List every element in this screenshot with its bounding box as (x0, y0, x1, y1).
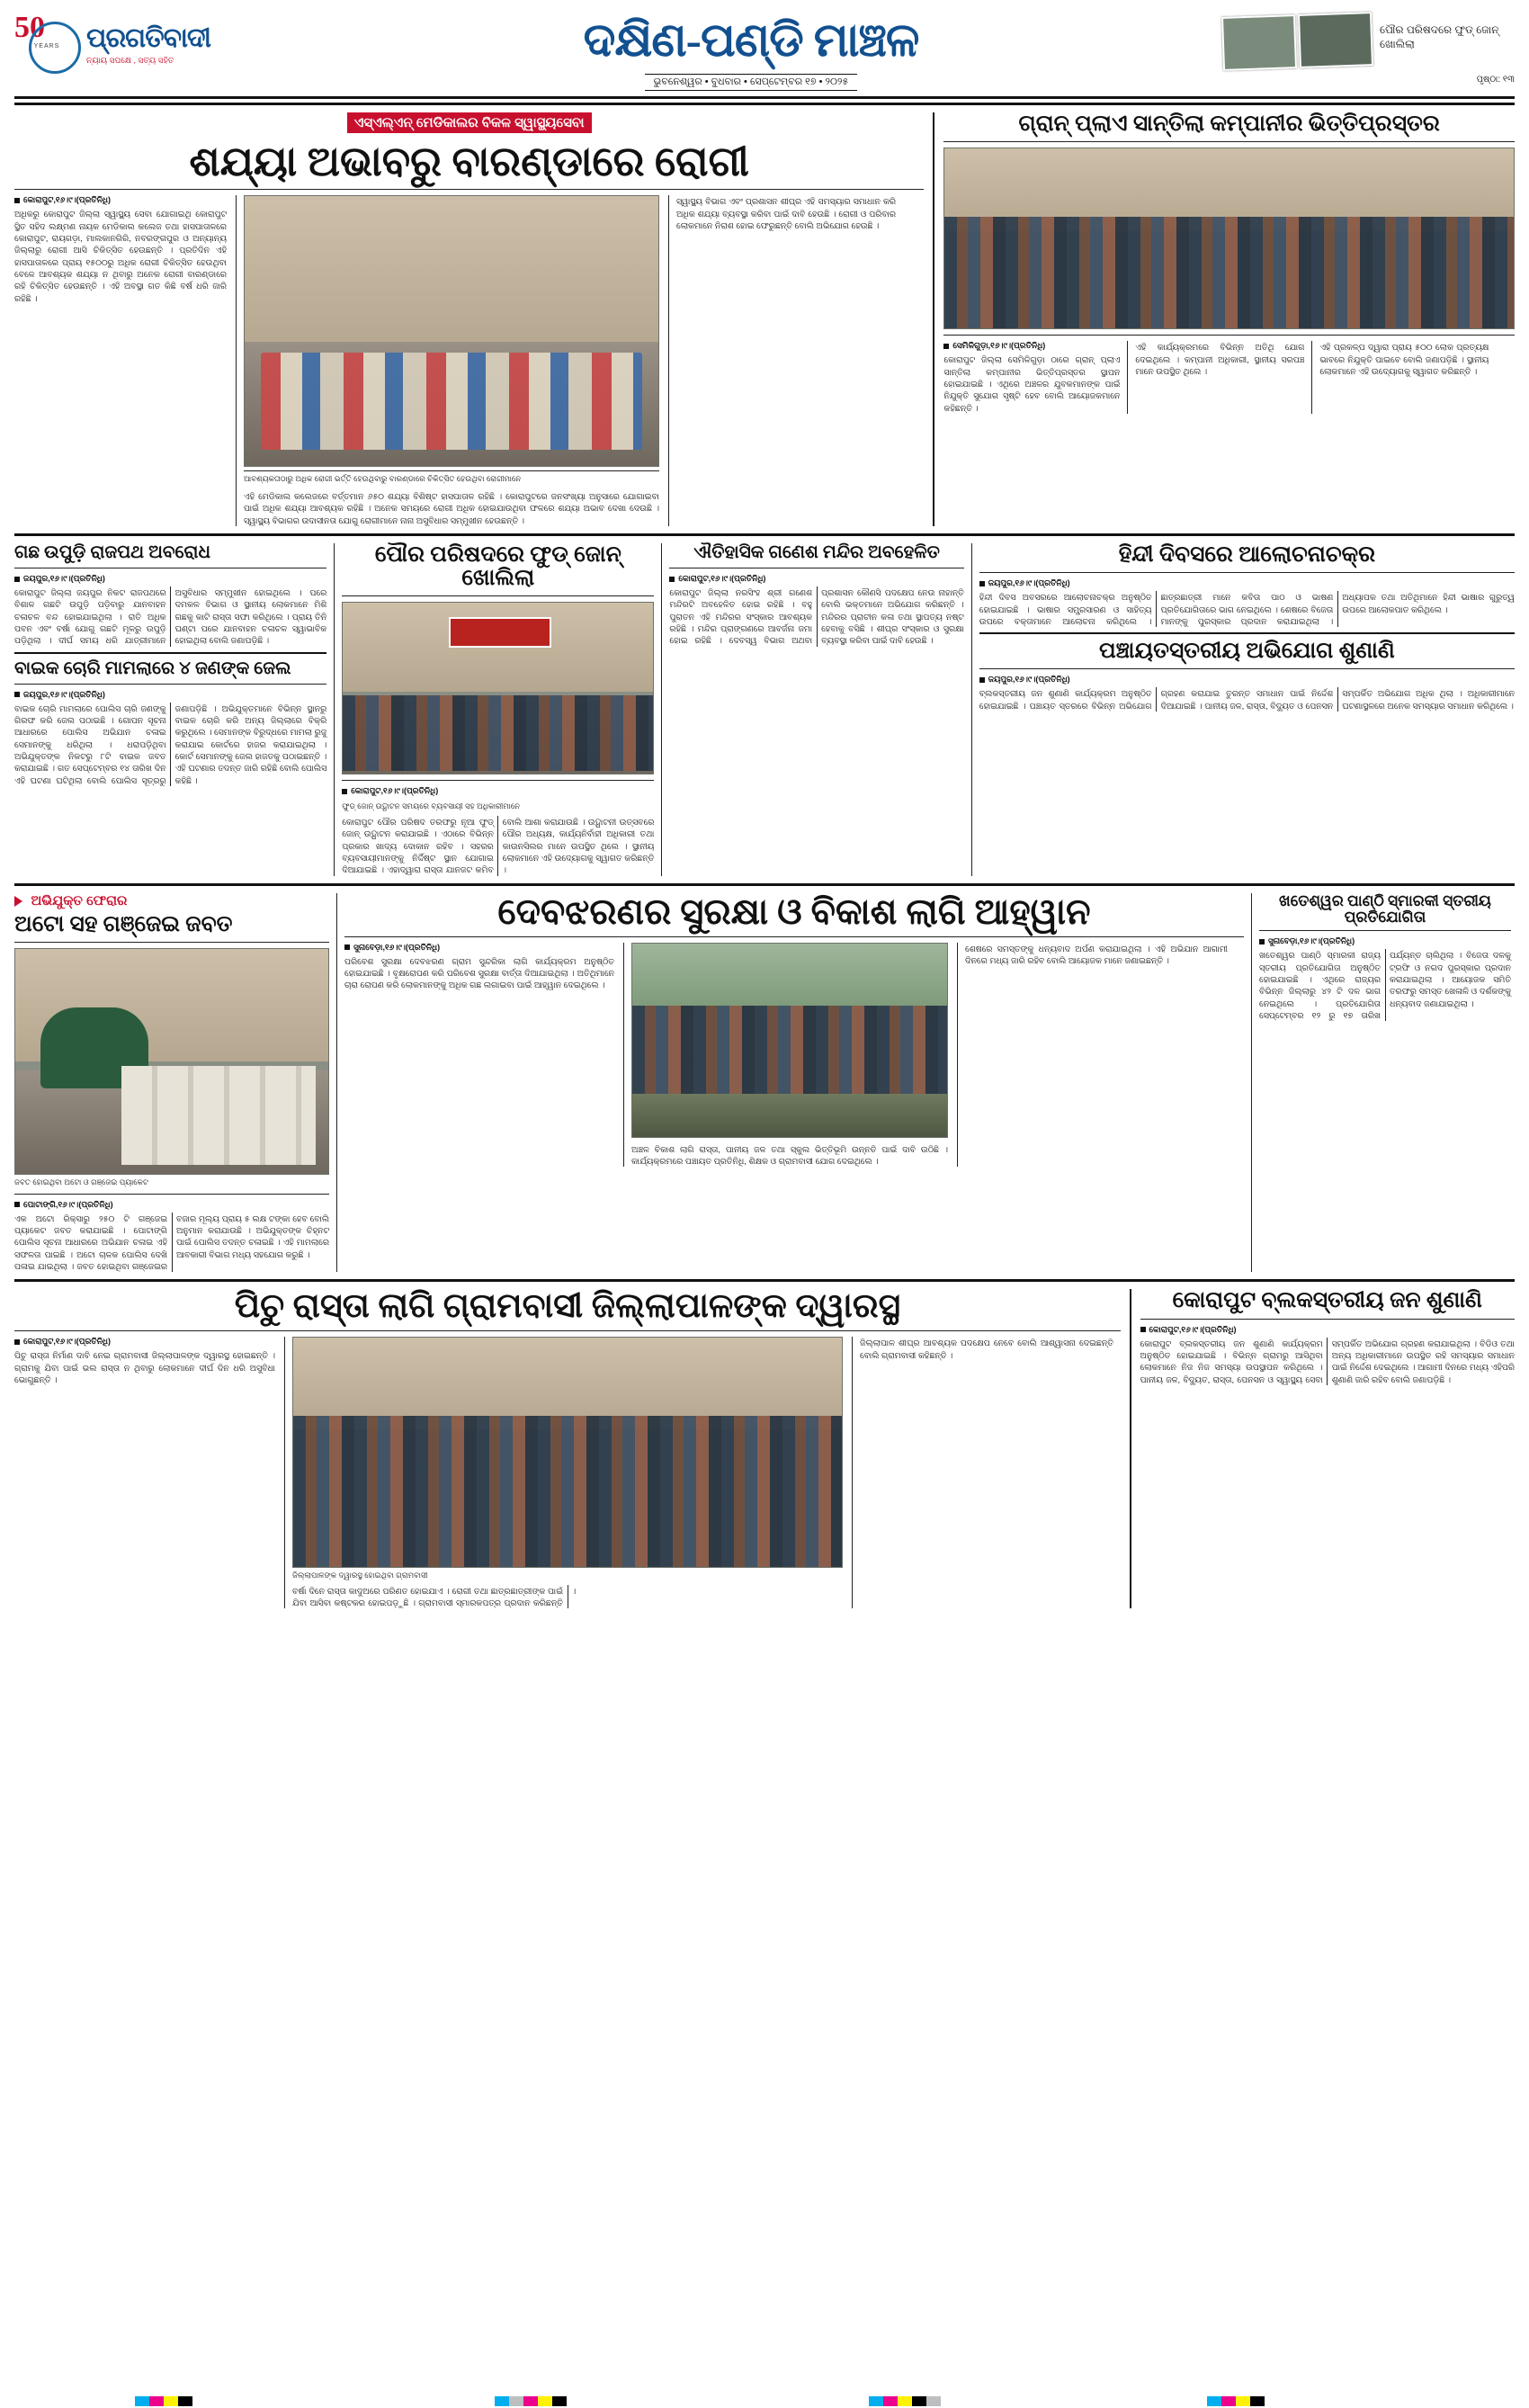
bike-theft-headline: ବାଇକ ଚୋରି ମାମଲାରେ ୪ ଜଣଙ୍କ ଜେଲ (14, 658, 291, 678)
bottom-left-col-1: ପିଚୁ ରାସ୍ତା ନିର୍ମାଣ ଦାବି ନେଇ ଗ୍ରାମବାସୀ ଜିଲ୍ଲାପାଳଙ୍କ ଦ୍ୱାରସ୍ଥ ହୋଇଛନ୍ତି । ଗ୍ରାମକୁ ଯିବା ପାଇଁ ଭଲ ରାସ୍ତା ନ ଥିବାରୁ ଲୋକମାନେ ଦୀର୍ଘ ଦିନ ଧରି ଅସୁବିଧା ଭୋଗୁଛନ୍ତି । (14, 1350, 275, 1384)
lead-col-1: ଅଧିକରୁ କୋରାପୁଟ ଜିଲ୍ଲା ସ୍ୱାସ୍ଥ୍ୟ ସେବା ଯୋଗାଇଥି କୋରାପୁଟ ସ୍ଥିତ ସହିଦ ଲକ୍ଷ୍ମଣ ନାୟକ ମେଡିକାଲ କଲେଜ ତଥା ହାସପାତାଳରେ କୋରାପୁଟ, ରାୟଗଡ଼ା, ମାଲକାନଗିରି, ନବରଙ୍ଗପୁର ଓ ଅନ୍ୟାନ୍ୟ ଜିଲ୍ଲାରୁ ରୋଗୀ ଆସି ଚିକିତ୍ସିତ ହେଉଛନ୍ତି । ପ୍ରତିଦିନ ଏହି ହାସପାତାଳରେ ପ୍ରାୟ ୧୫୦୦ରୁ ଅଧିକ ରୋଗୀ ଚିକିତ୍ସିତ ହେଉଥିବା ବେଳେ ଆବଶ୍ୟକ ଶଯ୍ୟା ନ ଥିବାରୁ ଅନେକ ରୋଗୀ ବାରଣ୍ଡାରେ ରହି ଚିକିତ୍ସିତ ହେଉଛନ୍ତି । ଏହି ଅବସ୍ଥା ଗତ କିଛି ବର୍ଷ ଧରି ଜାରି ରହିଛି । (14, 209, 227, 303)
brand (86, 13, 210, 66)
auto-seize-arrow-label: ଅଭିଯୁକ୍ତ ଫେରାର (31, 892, 128, 909)
bottom-left-col-3: ଜିଲ୍ଲାପାଳ ଶୀଘ୍ର ଆବଶ୍ୟକ ପଦକ୍ଷେପ ନେବେ ବୋଲି ଆଶ୍ୱାସନା ଦେଇଛନ୍ତି ବୋଲି ଗ୍ରାମବାସୀ କହିଛନ୍ତି । (860, 1338, 1113, 1360)
auto-seize-body: ଏକ ଅଟୋ ରିକ୍ସାରୁ ୨୫୦ ଟି ଗଞ୍ଜେଇ ପ୍ୟାକେଟ ଜବତ କରାଯାଇଛି । ପୋଟାଙ୍ଗି ପୋଲିସ ସୂଚନା ଆଧାରରେ ଅଭିଯାନ ଚଳାଇ ଏହି ସଫଳତା ପାଇଛି । ଅଟୋ ଚାଳକ ପୋଲିସ ଦେଖି ପଳାଇ ଯାଇଥିଲା । ଜବତ ହୋଇଥିବା ଗଞ୍ଜେଇର ବଜାର ମୂଲ୍ୟ ପ୍ରାୟ ୫ ଲକ୍ଷ ଟଙ୍କା ହେବ ବୋଲି ଅନୁମାନ କରାଯାଉଛି । ଅଭିଯୁକ୍ତଙ୍କ ଚିହ୍ନଟ ପାଇଁ ପୋଲିସ ତଦନ୍ତ ଚଳାଇଛି । ଏହି ମାମଲାରେ ଆବକାରୀ ବିଭାଗ ମଧ୍ୟ ସହଯୋଗ କରୁଛି । (14, 1213, 329, 1271)
food-zone-body: କୋରାପୁଟ ପୌର ପରିଷଦ ତରଫରୁ ନୂଆ ଫୁଡ୍ ଜୋନ୍ ଉଦ୍ଘାଟନ କରାଯାଇଛି । ଏଠାରେ ବିଭିନ୍ନ ପ୍ରକାର ଖାଦ୍ୟ ଦୋକାନ ରହିବ । ସହରର ବ୍ୟବସାୟୀମାନଙ୍କୁ ନିର୍ଦ୍ଦିଷ୍ଟ ସ୍ଥାନ ଯୋଗାଇ ଦିଆଯାଇଛି । ଏହାଦ୍ୱାରା ରାସ୍ତା ଯାନଜଟ କମିବ ବୋଲି ଆଶା କରାଯାଉଛି । ଉଦ୍ଘାଟନୀ ଉତ୍ସବରେ ପୌର ଅଧ୍ୟକ୍ଷ, କାର୍ଯ୍ୟନିର୍ବାହୀ ଅଧିକାରୀ ତଥା କାଉନସିଲର ମାନେ ଉପସ୍ଥିତ ଥିଲେ । ସ୍ଥାନୀୟ ଲୋକମାନେ ଏହି ଉଦ୍ୟୋଗକୁ ସ୍ୱାଗତ କରିଛନ୍ତି । (342, 817, 655, 875)
competition-byline: ସୁନାବେଡ଼ା,୧୬।୯।(ପ୍ରତିନିଧି) (1259, 936, 1511, 946)
color-swatch-group-4 (1207, 2396, 1265, 2406)
col-c (661, 543, 970, 876)
bottom-left-caption: ଜିଲ୍ଲାପାଳଙ୍କ ଦ୍ୱାରସ୍ଥ ହୋଇଥିବା ଗ୍ରାମବାସୀ (292, 1571, 428, 1580)
bike-theft-byline: ଜୟପୁର,୧୬।୯।(ପ୍ରତିନିଧି) (14, 690, 326, 700)
food-zone-byline: କୋରାପୁଟ,୧୬।୯।(ପ୍ରତିନିଧି) (342, 786, 654, 796)
road-block-byline: ଜୟପୁର,୧୬।୯।(ପ୍ରତିନିଧି) (14, 574, 326, 584)
auto-seize-story (14, 893, 336, 1273)
competition-body: ଖତେଶ୍ୱର ପାଣ୍ଠି ସ୍ମାରକୀ ରାଜ୍ୟ ସ୍ତରୀୟ ପ୍ରତିଯୋଗିତା ଅନୁଷ୍ଠିତ ହୋଇଯାଇଛି । ଏଥିରେ ରାଜ୍ୟର ବିଭିନ୍ନ ଜିଲ୍ଲାରୁ ୪୨ ଟି ଦଳ ଭାଗ ନେଇଥିଲେ । ପ୍ରତିଯୋଗିତା ସେପ୍ଟେମ୍ବର ୧୨ ରୁ ୧୭ ତାରିଖ ପର୍ଯ୍ୟନ୍ତ ଚାଲିଥିଲା । ବିଜେତା ଦଳକୁ ଟ୍ରଫି ଓ ନଗଦ ପୁରସ୍କାର ପ୍ରଦାନ କରାଯାଇଥିଲା । ଆୟୋଜକ ସମିତି ତରଫରୁ ସମସ୍ତ ଖେଳାଳି ଓ ଦର୍ଶକଙ୍କୁ ଧନ୍ୟବାଦ ଜଣାଯାଇଥିଲା । (1259, 950, 1511, 1021)
corner-promo (1218, 13, 1515, 85)
lead-photo-wrap (236, 195, 659, 526)
groundbreaking-col-3: ଏହି ପ୍ରକଳ୍ପ ଦ୍ୱାରା ପ୍ରାୟ ୫୦୦ ଲୋକ ପ୍ରତ୍ୟକ୍ଷ ଭାବରେ ନିଯୁକ୍ତି ପାଇବେ ବୋଲି ଜଣାପଡ଼ିଛି । ସ୍ଥାନୀୟ ଲୋକମାନେ ଏହି ଉଦ୍ୟୋଗକୁ ସ୍ୱାଗତ କରିଛନ୍ତି । (1319, 342, 1489, 376)
competition-story (1251, 893, 1511, 1273)
food-zone-photo (342, 602, 654, 774)
big-feature-col-3: ଶେଷରେ ସମସ୍ତଙ୍କୁ ଧନ୍ୟବାଦ ଅର୍ପଣ କରାଯାଇଥିଲା । ଏହି ଅଭିଯାନ ଆଗାମୀ ଦିନରେ ମଧ୍ୟ ଜାରି ରହିବ ବୋଲି ଆୟୋଜକ ମାନେ ଜଣାଇଛନ୍ତି । (965, 943, 1228, 966)
big-feature-byline: ସୁନାବେଡ଼ା,୧୬।୯।(ପ୍ରତିନିଧି) (344, 943, 614, 953)
hindi-day-byline: ଜୟପୁର,୧୬।୯।(ପ୍ରତିନିଧି) (979, 578, 1515, 588)
arrow-icon (14, 896, 22, 907)
lead-photo (244, 195, 659, 467)
bottom-right-byline: କୋରାପୁଟ,୧୬।୯।(ପ୍ରତିନିଧି) (1140, 1325, 1515, 1335)
lead-headline: ଶଯ୍ୟା ଅଭାବରୁ ବାରଣ୍ଡାରେ ରୋଗୀ (189, 139, 749, 184)
panchayat-body: ବ୍ଲକସ୍ତରୀୟ ଜନ ଶୁଣାଣି କାର୍ଯ୍ୟକ୍ରମ ଅନୁଷ୍ଠିତ ହୋଇଯାଇଛି । ପଞ୍ଚାୟତ ସ୍ତରରେ ବିଭିନ୍ନ ଅଭିଯୋଗ ଗ୍ରହଣ କରାଯାଇ ତୁରନ୍ତ ସମାଧାନ ପାଇଁ ନିର୍ଦ୍ଦେଶ ଦିଆଯାଇଛି । ପାନୀୟ ଜଳ, ରାସ୍ତା, ବିଦ୍ୟୁତ ଓ ପେନସନ ସମ୍ପର୍କିତ ଅଭିଯୋଗ ଅଧିକ ଥିଲା । ଅଧିକାରୀମାନେ ଘଟଣାସ୍ଥଳରେ ଅନେକ ସମସ୍ୟାର ସମାଧାନ କରିଥିଲେ । (979, 688, 1515, 711)
anniversary-label: YEARS (33, 43, 60, 49)
color-swatch-group-3 (869, 2396, 941, 2406)
col-d (971, 543, 1515, 876)
temple-byline: କୋରାପୁଟ,୧୬।୯।(ପ୍ରତିନିଧି) (669, 574, 963, 584)
lead-kicker: ଏସ୍‌ଏଲ୍‌ଏନ୍ ମେଡିକାଲର ବିକଳ ସ୍ୱାସ୍ଥ୍ୟସେବା (347, 112, 592, 133)
masthead (14, 13, 1515, 99)
hindi-day-body: ହିନ୍ଦୀ ଦିବସ ଅବସରରେ ଆଲୋଚନାଚକ୍ର ଅନୁଷ୍ଠିତ ହୋଇଯାଇଛି । ଭାଷାର ସମ୍ପ୍ରସାରଣ ଓ ସାହିତ୍ୟ ଉପରେ ବକ୍ତାମାନେ ଆଲୋଚନା କରିଥିଲେ । ଛାତ୍ରଛାତ୍ରୀ ମାନେ କବିତା ପାଠ ଓ ଭାଷଣ ପ୍ରତିଯୋଗିତାରେ ଭାଗ ନେଇଥିଲେ । ଶେଷରେ ବିଜେତା ମାନଙ୍କୁ ପୁରସ୍କାର ପ୍ରଦାନ କରାଯାଇଥିଲା । ଅଧ୍ୟାପକ ତଥା ଅତିଥିମାନେ ହିନ୍ଦୀ ଭାଷାର ଗୁରୁତ୍ୱ ଉପରେ ଆଲୋକପାତ କରିଥିଲେ । (979, 592, 1515, 626)
col-a (14, 543, 334, 876)
lead-byline: କୋରାପୁଟ,୧୬।୯।(ପ୍ରତିନିଧି) (14, 195, 227, 205)
food-zone-caption: ଫୁଡ୍ ଜୋନ୍ ଉଦ୍ଘାଟନ ସମୟରେ ବ୍ୟବସାୟୀ ସହ ଅଧିକାରୀମାନେ (342, 801, 521, 811)
groundbreaking-byline: ସେମିଳିଗୁଡ଼ା,୧୬।୯।(ପ୍ରତିନିଧି) (943, 341, 1120, 351)
auto-seize-byline: ପୋଟାଙ୍ଗି,୧୬।୯।(ପ୍ରତିନିଧି) (14, 1200, 329, 1210)
bottom-left-photo (292, 1337, 843, 1568)
big-feature-photo (631, 943, 948, 1138)
page-title: ଦକ୍ଷିଣ-ପଣ୍ଡି ମାଞ୍ଚଳ (583, 15, 919, 67)
bottom-left-byline: କୋରାପୁଟ,୧୬।୯।(ପ୍ରତିନିଧି) (14, 1337, 275, 1347)
groundbreaking-headline: ଗ୍ରାନ୍ ପ୍ଲାଏ ସାନ୍ତିଲା କମ୍ପାନୀର ଭିତ୍ତିପ୍ରସ୍ତର (1018, 112, 1440, 136)
bottom-left-story (14, 1289, 1130, 1608)
big-feature-col-2: ଅଞ୍ଚଳ ବିକାଶ ଲାଗି ରାସ୍ତା, ପାନୀୟ ଜଳ ତଥା ସ୍କୁଲ ଭିତ୍ତିଭୂମି ଉନ୍ନତି ପାଇଁ ଦାବି ଉଠିଛି । କାର୍ଯ୍ୟକ୍ରମରେ ପଞ୍ଚାୟତ ପ୍ରତିନିଧି, ଶିକ୍ଷକ ଓ ଗ୍ରାମବାସୀ ଯୋଗ ଦେଇଥିଲେ । (631, 1143, 948, 1167)
anniversary-ring-icon (29, 22, 81, 74)
temple-body: କୋରାପୁଟ ଜିଲ୍ଲା ନରସିଂହ ଶ୍ରୀ ଗଣେଶ ମନ୍ଦିରଟି ଅବହେଳିତ ହୋଇ ରହିଛି । ବହୁ ପୁରାତନ ଏହି ମନ୍ଦିରର ସଂସ୍କାର ଆବଶ୍ୟକ ରହିଛି । ମନ୍ଦିର ପ୍ରାଙ୍ଗଣରେ ଆବର୍ଜନା ଜମା ହୋଇ ରହିଛି । ଦେବସ୍ୱ ବିଭାଗ ଅଥବା ପ୍ରଶାସନ କୌଣସି ପଦକ୍ଷେପ ନେଉ ନାହାନ୍ତି ବୋଲି ଭକ୍ତମାନେ ଅଭିଯୋଗ କରିଛନ୍ତି । ମନ୍ଦିରର ପ୍ରାଚୀନ କଳା ତଥା ସ୍ଥାପତ୍ୟ ନଷ୍ଟ ହେବାକୁ ବସିଛି । ଶୀଘ୍ର ସଂସ୍କାର ଓ ସୁରକ୍ଷା ବ୍ୟବସ୍ଥା କରିବା ପାଇଁ ଦାବି ହେଉଛି । (669, 586, 964, 646)
corner-photo-1 (1221, 14, 1297, 71)
competition-headline: ଖତେଶ୍ୱର ପାଣ୍ଠି ସ୍ମାରକୀ ସ୍ତରୀୟ ପ୍ରତିଯୋଗିତା (1279, 891, 1491, 926)
panchayat-headline: ପଞ୍ଚାୟତସ୍ତରୀୟ ଅଭିଯୋଗ ଶୁଣାଣି (1099, 639, 1395, 664)
temple-headline: ଐତିହାସିକ ଗଣେଶ ମନ୍ଦିର ଅବହେଳିତ (693, 542, 940, 562)
bottom-right-headline: କୋରାପୁଟ ବ୍ଲକସ୍ତରୀୟ ଜନ ଶୁଣାଣି (1172, 1288, 1482, 1313)
groundbreaking-story (933, 112, 1515, 526)
food-zone-headline: ପୌର ପରିଷଦରେ ଫୁଡ୍ ଜୋନ୍ ଖୋଲିଲା (374, 542, 621, 591)
auto-seize-headline: ଅଟୋ ସହ ଗଞ୍ଜେଇ ଜବତ (14, 911, 233, 936)
masthead-rule (14, 103, 1515, 105)
big-feature-col-1: ପରିବେଶ ସୁରକ୍ଷା ଦେବଝରଣ ଗ୍ରାମ ସୁନ୍ଦରିକା ଲାଗି କାର୍ଯ୍ୟକ୍ରମ ଅନୁଷ୍ଠିତ ହୋଇଯାଇଛି । ବୃକ୍ଷରୋପଣ କରି ପରିବେଶ ସୁରକ୍ଷା ବାର୍ତ୍ତା ଦିଆଯାଇଥିଲା । ଅତିଥିମାନେ ଚାରା ରୋପଣ କରି ଲୋକମାନଙ୍କୁ ଅଧିକ ଗଛ ଲଗାଇବା ପାଇଁ ଆହ୍ୱାନ ଦେଇଥିଲେ । (344, 955, 614, 990)
big-feature-story (336, 893, 1251, 1273)
brand-tagline: ନ୍ୟାୟ ସପକ୍ଷେ , ସତ୍ୟ ସହିତ (86, 56, 174, 65)
title-block (284, 13, 1218, 91)
logo-block (14, 13, 284, 77)
big-feature-headline: ଦେବଝରଣର ସୁରକ୍ଷା ଓ ବିକାଶ ଲାଗି ଆହ୍ୱାନ (497, 891, 1091, 932)
auto-seize-photo (14, 948, 329, 1175)
corner-thumbnails (1221, 12, 1373, 71)
bike-theft-body: ବାଇକ ଚୋରି ମାମଲାରେ ପୋଲିସ ଚାରି ଜଣଙ୍କୁ ଗିରଫ କରି ଜେଲ ପଠାଇଛି । ଗୋପନ ସୂଚନା ଆଧାରରେ ପୋଲିସ ଅଭିଯାନ ଚଳାଇ ସେମାନଙ୍କୁ ଧରିଥିଲା । ଧରାପଡ଼ିଥିବା ଅଭିଯୁକ୍ତଙ୍କ ନିକଟରୁ ୮ଟି ବାଇକ ଜବତ କରାଯାଇଛି । ଗତ ସେପ୍ଟେମ୍ବର ୧୪ ତାରିଖ ଦିନ ଏହି ଘଟଣା ଘଟିଥିଲା ବୋଲି ପୋଲିସ ସୂତ୍ରରୁ ଜଣାପଡ଼ିଛି । ଅଭିଯୁକ୍ତମାନେ ବିଭିନ୍ନ ସ୍ଥାନରୁ ବାଇକ ଚୋରି କରି ଅନ୍ୟ ଜିଲ୍ଲାରେ ବିକ୍ରି କରୁଥିଲେ । ସେମାନଙ୍କ ବିରୁଦ୍ଧରେ ମାମଲା ରୁଜୁ କରାଯାଇ କୋର୍ଟରେ ହାଜର କରାଯାଇଥିଲା । କୋର୍ଟ ସେମାନଙ୍କୁ ଜେଲ ହାଜତକୁ ପଠାଇଛନ୍ତି । ଏହି ଘଟଣାର ତଦନ୍ତ ଜାରି ରହିଛି ବୋଲି ପୋଲିସ କହିଛି । (14, 703, 327, 785)
brand-name: ପ୍ରଗତିବାଦୀ (86, 23, 211, 53)
panchayat-byline: ଜୟପୁର,୧୬।୯।(ପ୍ରତିନିଧି) (979, 675, 1515, 685)
groundbreaking-col-1: କୋରାପୁଟ ଜିଲ୍ଲା ସେମିଳିଗୁଡ଼ା ଠାରେ ଗ୍ରାନ୍ ପ୍ଲାଏ ସାନ୍ତିଲା କମ୍ପାନୀର ଭିତ୍ତିପ୍ରସ୍ତର ସ୍ଥାପନ ହୋଇଯାଇଛି । ଏଥିରେ ଅଞ୍ଚଳର ଯୁବକମାନଙ୍କ ପାଇଁ ନିଯୁକ୍ତି ସୁଯୋଗ ସୃଷ୍ଟି ହେବ ବୋଲି ଆୟୋଜକମାନେ କହିଛନ୍ତି । (943, 354, 1121, 413)
lead-col-3: ସ୍ୱାସ୍ଥ୍ୟ ବିଭାଗ ଏବଂ ପ୍ରଶାସନ ଶୀଘ୍ର ଏହି ସମସ୍ୟାର ସମାଧାନ କରି ଅଧିକ ଶଯ୍ୟା ବ୍ୟବସ୍ଥା କରିବା ପାଇଁ ଦାବି ହେଉଛି । ରୋଗୀ ଓ ପରିବାର ଲୋକମାନେ ନିରାଶ ହୋଇ ଫେରୁଛନ୍ତି ବୋଲି ଅଭିଯୋଗ ହେଉଛି । (676, 196, 896, 230)
color-calibration-bar (0, 2394, 1529, 2408)
bottom-left-headline: ପିଚୁ ରାସ୍ତା ଲାଗି ଗ୍ରାମବାସୀ ଜିଲ୍ଲାପାଳଙ୍କ ଦ୍ୱାରସ୍ଥ (234, 1287, 900, 1326)
lead-story (14, 112, 933, 526)
hindi-day-headline: ହିନ୍ଦୀ ଦିବସରେ ଆଲୋଚନାଚକ୍ର (1118, 542, 1376, 567)
bottom-right-story (1130, 1289, 1515, 1608)
corner-caption: ପୌର ପରିଷଦରେ ଫୁଡ୍ ଜୋନ୍ ଖୋଲିଲା (1380, 23, 1499, 50)
color-swatch-group-1 (135, 2396, 192, 2406)
road-block-headline: ଗଛ ଉପୁଡ଼ି ରାଜପଥ ଅବରୋଧ (14, 542, 210, 562)
lead-photo-caption: ଆବଶ୍ୟକତାଠାରୁ ଅଧିକ ରୋଗୀ ଭର୍ତ୍ତି ହେଉଥିବାରୁ ବାରଣ୍ଡାରେ ଚିକିତ୍ସିତ ହେଉଥିବା ରୋଗୀମାନେ (244, 470, 659, 485)
anniversary-number: 50 (14, 11, 45, 44)
page-number: ପୃଷ୍ଠା: ୧୩ (1476, 75, 1515, 85)
dateline: ଭୁବନେଶ୍ୱର • ବୁଧବାର • ସେପ୍ଟେମ୍ବର ୧୭ • ୨୦୨୫ (645, 74, 858, 91)
color-swatch-group-2 (495, 2396, 567, 2406)
road-block-body: କୋରାପୁଟ ଜିଲ୍ଲା ଜୟପୁର ନିକଟ ରାଜପଥରେ ବିଶାଳ ଗଛଟି ଉପୁଡ଼ି ପଡ଼ିବାରୁ ଯାନବାହନ ଚଳାଚଳ ବନ୍ଦ ହୋଇଯାଇଥିଲା । ରାତି ଅଧିକ ପବନ ଏବଂ ବର୍ଷା ଯୋଗୁ ଗଛଟି ମୂଳରୁ ଉପୁଡ଼ି ପଡ଼ିଥିଲା । ଦୀର୍ଘ ସମୟ ଧରି ଯାତ୍ରୀମାନେ ଅସୁବିଧାର ସମ୍ମୁଖୀନ ହୋଇଥିଲେ । ପରେ ଦମକଳ ବିଭାଗ ଓ ସ୍ଥାନୀୟ ଲୋକମାନେ ମିଶି ଗଛକୁ କାଟି ରାସ୍ତା ସଫା କରିଥିଲେ । ପ୍ରାୟ ତିନି ଘଣ୍ଟା ପରେ ଯାନବାହନ ଚଳାଚଳ ସ୍ୱାଭାବିକ ହୋଇଥିଲା ବୋଲି ଜଣାପଡ଼ିଛି । (14, 586, 327, 646)
groundbreaking-photo (943, 148, 1515, 329)
col-b (334, 543, 661, 876)
bottom-right-body: କୋରାପୁଟ ବ୍ଲକସ୍ତରୀୟ ଜନ ଶୁଣାଣି କାର୍ଯ୍ୟକ୍ରମ ଅନୁଷ୍ଠିତ ହୋଇଯାଇଛି । ବିଭିନ୍ନ ଗ୍ରାମରୁ ଆସିଥିବା ଲୋକମାନେ ନିଜ ନିଜ ସମସ୍ୟା ଉପସ୍ଥାପନ କରିଥିଲେ । ପାନୀୟ ଜଳ, ବିଦ୍ୟୁତ, ରାସ୍ତା, ପେନସନ ଓ ସ୍ୱାସ୍ଥ୍ୟ ସେବା ସମ୍ପର୍କିତ ଅଭିଯୋଗ ଗ୍ରହଣ କରାଯାଇଥିଲା । ବିଡିଓ ତଥା ଅନ୍ୟ ଅଧିକାରୀମାନେ ଉପସ୍ଥିତ ରହି ସମସ୍ୟାର ସମାଧାନ ପାଇଁ ନିର୍ଦ୍ଦେଶ ଦେଇଥିଲେ । ଆଗାମୀ ଦିନରେ ମଧ୍ୟ ଏହିପରି ଶୁଣାଣି ଜାରି ରହିବ ବୋଲି ଜଣାପଡ଼ିଛି । (1140, 1338, 1515, 1384)
auto-seize-caption: ଜବତ ହୋଇଥିବା ଅଟୋ ଓ ଗଞ୍ଜେଇ ପ୍ୟାକେଟ (14, 1177, 148, 1186)
lead-col-2: ଏହି ମେଡିକାଲ କଲେଜରେ ବର୍ତ୍ତମାନ ୬୫୦ ଶଯ୍ୟା ବିଶିଷ୍ଟ ହାସପାତାଳ ରହିଛି । କୋରାପୁଟରେ ଜନସଂଖ୍ୟା ଅନୁସାରେ ଯୋଗାଇବା ପାଇଁ ଅଧିକ ଶଯ୍ୟା ଆବଶ୍ୟକ ରହିଛି । ଅନେକ ସମୟରେ ରୋଗୀ ଅଧିକ ହୋଇଯାଉଥିବା ଫଳରେ ଶଯ୍ୟା ଅଭାବ ଦେଖା ଦେଉଛି । ସ୍ୱାସ୍ଥ୍ୟ ବିଭାଗର ଉଦାସୀନତା ଯୋଗୁ ରୋଗୀମାନେ ନାନା ଅସୁବିଧାର ସମ୍ମୁଖୀନ ହେଉଛନ୍ତି । (244, 490, 659, 525)
bottom-left-col-2: ବର୍ଷା ଦିନେ ରାସ୍ତା କାଦୁଅରେ ପରିଣତ ହୋଇଯାଏ । ରୋଗୀ ତଥା ଛାତ୍ରଛାତ୍ରୀଙ୍କ ପାଇଁ ଯିବା ଆସିବା କଷ୍ଟକର ହୋଇପଡ଼ୁଛି । ଗ୍ରାମବାସୀ ସ୍ମାରକପତ୍ର ପ୍ରଦାନ କରିଛନ୍ତି । (292, 1585, 577, 1608)
anniversary-logo (14, 13, 79, 77)
groundbreaking-col-2: ଏହି କାର୍ଯ୍ୟକ୍ରମରେ ବିଭିନ୍ନ ଅତିଥି ଯୋଗ ଦେଇଥିଲେ । କମ୍ପାନୀ ଅଧିକାରୀ, ସ୍ଥାନୀୟ ସରପଞ୍ଚ ମାନେ ଉପସ୍ଥିତ ଥିଲେ । (1135, 342, 1305, 376)
corner-photo-2 (1298, 12, 1373, 68)
